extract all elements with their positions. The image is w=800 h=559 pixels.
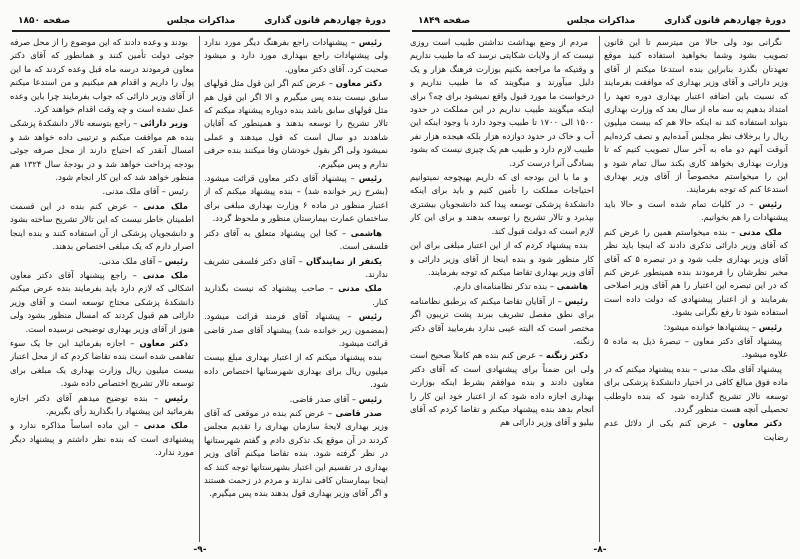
paragraph <box>410 295 594 349</box>
speaker-name: ملک مدنی <box>739 226 782 237</box>
paragraph-text: مردم از وضع بهداشت نداشتن طبیب است روزی نیست که از ولایات شکایتی نرسد که ما طبیب نداریم و وقتیکه ما مراجعه بکنیم بوزارت فرهنگ هزار و یک دلیل میآورند و میگویند که ما طبیب نداریم و درخواست ما مورد قبول واقع نمیشود برای چه؟ برای اینکه میگویند طبیب نداریم در این مملکت در حدود ۱۵۰۰ الی ۱۷۰۰ تا طبیب وجود دارد با وجود اینکه این آب و خاک در حدود دوازده هزار بلکه هیجده هزار نفر طبیب لازم دارد و طبیب هم یک چیزی نیست که بشود بسادگی آنرا درست کرد. <box>410 37 594 168</box>
header-series: دورهٔ چهاردهم قانون گذاری <box>264 16 386 26</box>
speaker-name: هاشمی <box>556 281 588 292</box>
paragraph <box>604 198 788 225</box>
paragraph <box>10 419 194 459</box>
paragraph <box>410 280 594 293</box>
speaker-name: دکتر زنگنه <box>545 350 589 361</box>
paragraph <box>204 77 388 171</box>
column-divider <box>199 36 200 542</box>
header-page-number: صفحه ۱۸۵۰ <box>18 16 71 26</box>
paragraph-text: پیشنهاد آقای ملک مدنی – بنده پیشنهاد میکنم که در ماده فوق مبالغ کافی در اختیار دانشکدهٔ پزشکی برای توسعه تالار تشریح گذارده شود که بنده داوطلب تحصیلی آنچه هست منظور گردد. <box>604 363 788 414</box>
paragraph-text: – آقای ملک مدنی. <box>98 255 163 266</box>
speaker-name: وزیر دارائی <box>140 118 188 129</box>
paragraph <box>10 117 194 184</box>
paragraph-text: – در کلیات تمام شده است و حالا باید پیشنهادات را هم بخوانیم. <box>604 198 788 223</box>
paragraph-text: – آقای صدر قاضی. <box>289 393 357 404</box>
paragraph <box>204 351 388 391</box>
paragraph-text: – پیشنهاد آقای فرمند قرائت میشود. (بمضمون زیر خوانده شد) پیشنهاد آقای صدر قاضی قرائت میشود. <box>204 311 388 348</box>
paragraph-text: – آقای دکتر فلسفی تشریف ندارند. <box>204 255 388 279</box>
paragraph-text: – پیشنهاد آقای دکتر معاون قرائت میشود. (بشرح زیر خوانده شد) – بنده پیشنهاد میکنم که از اعتبار منظور در ماده ۶ وزارت بهداری مبلغی برای ساختمان عمارت بیمارستان منظور و ملحوظ گردد. <box>204 173 388 224</box>
paragraph-text: – پیشنهادها خوانده میشود: <box>663 321 757 332</box>
paragraph <box>604 417 788 444</box>
paragraph <box>204 282 388 309</box>
text-column-left <box>410 36 594 542</box>
paragraph <box>204 255 388 282</box>
header-title: مذاکرات مجلس <box>566 16 636 26</box>
paragraph <box>410 36 594 170</box>
speaker-name: رئیس <box>758 321 782 332</box>
paragraph <box>204 310 388 350</box>
text-column-right <box>604 36 788 542</box>
paragraph <box>604 36 788 197</box>
paragraph-text: – عرض کنم بنده هم کاملاً صحیح است ولی این ضمناً برای پیشنهادی است که آقای دکتر معاون دادند و بنده موافقم بشرط اینکه بوزارت بهداری اجازه داده شود که از اعتبار خود این کار را انجام بدهد بنده پیشنهاد میکنم و تقاضا کردم که آقای بیلیو و آقای وزیر دارائی هم <box>410 350 594 428</box>
paragraph <box>10 255 194 268</box>
speaker-name: رئیس <box>758 198 782 209</box>
speaker-name: رئیس <box>358 311 382 322</box>
paragraph <box>10 269 194 336</box>
speaker-name: رئیس <box>564 295 588 306</box>
paragraph <box>204 36 388 76</box>
running-header <box>412 14 790 32</box>
paragraph-text: – بنده میخواستم همین را عرض کنم که آقای وزیر دارائی تذکری دادند که اینجا باید نظر آقای وزیر بهداری جلب شود و در تبصره ۵ که آقای مخبر نظرشان را فرمودند بنده همینطور عرض کنم که در این تبصره این اعتبار را هم آقای وزیر اصلاحی بفرمایند و از اعتبار پیشنهادی که دولت داده است استفاده شود تا رفع نگرانی بشود. <box>604 226 788 318</box>
paragraph-text: – راجع پیشنهاد آقای دکتر معاون اشکالی که لازم دارد باید بفرمایند بنده عرض میکنم دانشکدهٔ پزشکی محتاج توسعه است و آقای وزیر دارائی هم قبول کردند که امسال منظور بشود ولی هنوز از آقای وزیر بهداری توضیحی نرسیده است. <box>10 269 194 334</box>
paragraph <box>604 335 788 362</box>
paragraph-text: – صاحب پیشنهاد که نیست بگذارید کنار. <box>204 283 388 307</box>
paragraph <box>10 392 194 419</box>
paragraph-text: و ما با این بودجه ای که داریم بهیچوجه نمیتوانیم احتیاجات مملکت را تأمین کنیم و باید برای اینکه دانشکدهٔ پزشکی توسعه پیدا کند دانشجویان بیشتری بپذیرد و تالار تشریح را توسعه بدهند و برای این کار لازم است که دولت قبول کند. <box>410 172 594 236</box>
paragraph <box>10 185 194 198</box>
paragraph-text: – از آقایان تقاضا میکنم که برطبق نظامنامه برای نطق مفصل تشریف ببرند پشت تریبون اگر مختصر است که البته عیبی ندارد بفرمایید آقای دکتر زنگنه. <box>410 295 594 346</box>
text-column-right <box>204 36 388 542</box>
paragraph-text: – پیشنهادات راجع بفرهنگ دیگر مورد ندارد ولی پیشنهادات راجع ببهداری مورد دارد و میشود صحبت کرد. آقای دکتر معاون. <box>204 37 388 74</box>
speaker-name: صدر قاضی <box>335 407 382 418</box>
paragraph-text: – بنده توضیح میدهم آقای دکتر اجازه بفرمائید این پیشنهاد را بگذارید رأی بگیریم. <box>10 392 194 416</box>
paragraph-text: بنده پیشنهاد کردم که از این اعتبار مبلغی برای این کار منظور شود و بنده اینجا از آقای وزیر دارائی و آقای وزیر بهداری تقاضا میکنم که توجه بفرمایند. <box>410 240 594 277</box>
paragraph-text: – اجازه بفرمائید این جا یک سوء تفاهمی شده است بنده تقاضا کردم که از محل اعتبار بیست میلیون ریال وزارت بهداری یک مبلغی برای توسعه تالار تشریح اختصاص داده شود. <box>10 337 194 389</box>
paragraph-text: – عرض کنم یکی از دلائل عدم رضایت <box>604 418 788 442</box>
paragraph-text: – عرض کنم بنده در موقعی که آقای وزیر بهداری لایحهٔ سازمان بهداری را تقدیم مجلس کردند در آن موقع یک تذکری دادم و گفتم شهرستانها در نظر گرفته شود. بنده تقاضا میکنم آقای وزیر بهداری در تقسیم این اعتبار بشهرستانها توجه کنند که اینجا بیمارستان کافی ندارند و مردم در زحمت هستند و اگر آقای وزیر بهداری قول بدهند بنده پس میگیرم. <box>204 407 388 499</box>
speaker-name: رئیس <box>358 37 382 47</box>
paragraph-text: – راجع بتوسعه تالار دانشکدهٔ پزشکی بنده هم موافقت میکنم و ترتیبی داده خواهد شد و امسال آنقدر که احتیاج دارند از محل صرفه جوئی بودجه پرداخت خواهد شد و در بودجهٔ سال ۱۳۲۴ هم منظور خواهد شد که این کار انجام شود. <box>10 118 194 183</box>
paragraph <box>10 200 194 254</box>
paragraph-text: – کجا این پیشنهاد متعلق به آقای دکتر فلسفی است. <box>204 227 388 252</box>
speaker-name: ملک مدنی <box>143 200 188 211</box>
paragraph-text: نگرانی بود ولی حالا من میترسم تا این قانون تصویب بشود وشما بخواهید استفاده کنید موقع تعهدتان بگذرد بنابراین بنده استدعا میکنم از آقای وزیر دارائی و آقای وزیر بهداری که موافقت بفرمایند که نسبت باین اضافه اعتبار بهداری دوره تعهد را امتداد بدهیم به سه ماه از سال بعد که وزارت بهداری بتواند استفاده کند نه اینکه حالا هم که بیست میلیون ریال را برخلاف نظر مجلس آمده‌ایم و نصف کرده‌ایم آنوقت آنهم دو ماه به آخر سال تصویب کنیم که تا وزارت بهداری بخواهد کاری بکند سال تمام شود و این را میخواستم مخصوصاً از آقای وزیر بهداری استدعا کنم که توجه بفرمایند. <box>604 37 788 195</box>
paragraph <box>410 239 594 279</box>
speaker-name: رئیس <box>164 392 188 403</box>
paragraph <box>204 393 388 406</box>
header-series: دورهٔ چهاردهم قانون گذاری <box>664 16 786 26</box>
paragraph <box>604 321 788 334</box>
header-title: مذاکرات مجلس <box>166 16 236 26</box>
speaker-name: رئیس <box>358 173 382 184</box>
paragraph-text: – عرض کنم اگر این قول مثل قولهای سابق نیست بنده پس میگیرم و الا اگر این قول هم مثل قولهای سابق باشد بنده دوباره پیشنهاد میکنم که تالار تشریح را توسعه بدهند و همینطور که آقایان شاهدند دو سال است که قول میدهند و عملی نمیشود ولی اگر بقول خودشان وفا میکنند بنده حرفی ندارم و پس میگیرم. <box>204 78 388 169</box>
paragraph-text: پیشنهاد آقای دکتر معاون – تبصرهٔ ذیل به ماده ۵ علاوه میشود. <box>604 335 788 360</box>
speaker-name: رئیس <box>358 393 382 404</box>
speaker-name: ملک مدنی <box>142 269 188 280</box>
paragraph <box>410 349 594 429</box>
speaker-name: دکتر معاون <box>732 418 783 429</box>
paragraph-text: – این ماده اساساً مذاکره ندارد و پیشنهادی است که بنده نظر داشتم و پیشنهاد دیگر مورد ندارد. <box>10 420 194 458</box>
paragraph-text: – عرض کنم بنده در این قسمت اطمینان خاطر نیست که این تالار تشریح ساخته بشود و دانشجویان پزشکی از آن استفاده کنند و بنده اینجا اصرار دارم که یک مبلغی اختصاص بدهند. <box>10 200 194 252</box>
speaker-name: رئیس <box>164 255 188 266</box>
column-divider <box>599 36 600 542</box>
speaker-name: یکنفر از نمایندگان <box>306 255 382 266</box>
page-footer-number: -۸- <box>593 545 607 555</box>
paragraph <box>410 171 594 238</box>
paragraph <box>204 407 388 501</box>
speaker-name: دکتر معاون <box>335 78 382 89</box>
paragraph-text: – بنده تذکر نظامنامه‌ای دارم. <box>453 281 555 292</box>
speaker-name: ملک مدنی <box>338 283 382 294</box>
speaker-name: دکتر معاون <box>139 337 189 348</box>
paragraph-text: بودند و وعده دادند که این موضوع را از محل صرفه جوئی دولت تأمین کنند و همانطور که آقای دکتر معاون فرمودند درسه ماه قبل وعده کردند که ما این پول را داریم و اقدام هم میکنیم و من استدعا میکنم از آقای وزیر دارائی که جواب بفرمایند چرا باین وعده عمل نشده است و چه وقت اقدام خواهند کرد. <box>10 37 194 115</box>
paragraph <box>204 172 388 226</box>
paragraph-text: رئیس – آقای ملک مدنی. <box>102 186 188 197</box>
paragraph <box>10 36 194 116</box>
paragraph-text: بنده پیشنهاد میکنم که از اعتبار بهداری مبلغ بیست میلیون ریال برای بهداری شهرستانها اختصاص داده شود. <box>204 352 388 390</box>
paragraph <box>204 227 388 254</box>
running-header <box>12 14 390 32</box>
page-footer-number: -۹- <box>193 545 207 555</box>
header-page-number: صفحه ۱۸۴۹ <box>418 16 471 26</box>
paragraph <box>10 337 194 391</box>
page-right <box>400 0 800 559</box>
speaker-name: هاشمی <box>350 227 382 238</box>
paragraph <box>604 363 788 417</box>
text-column-left <box>10 36 194 542</box>
speaker-name: ملک مدنی <box>143 420 188 431</box>
paragraph <box>604 226 788 320</box>
